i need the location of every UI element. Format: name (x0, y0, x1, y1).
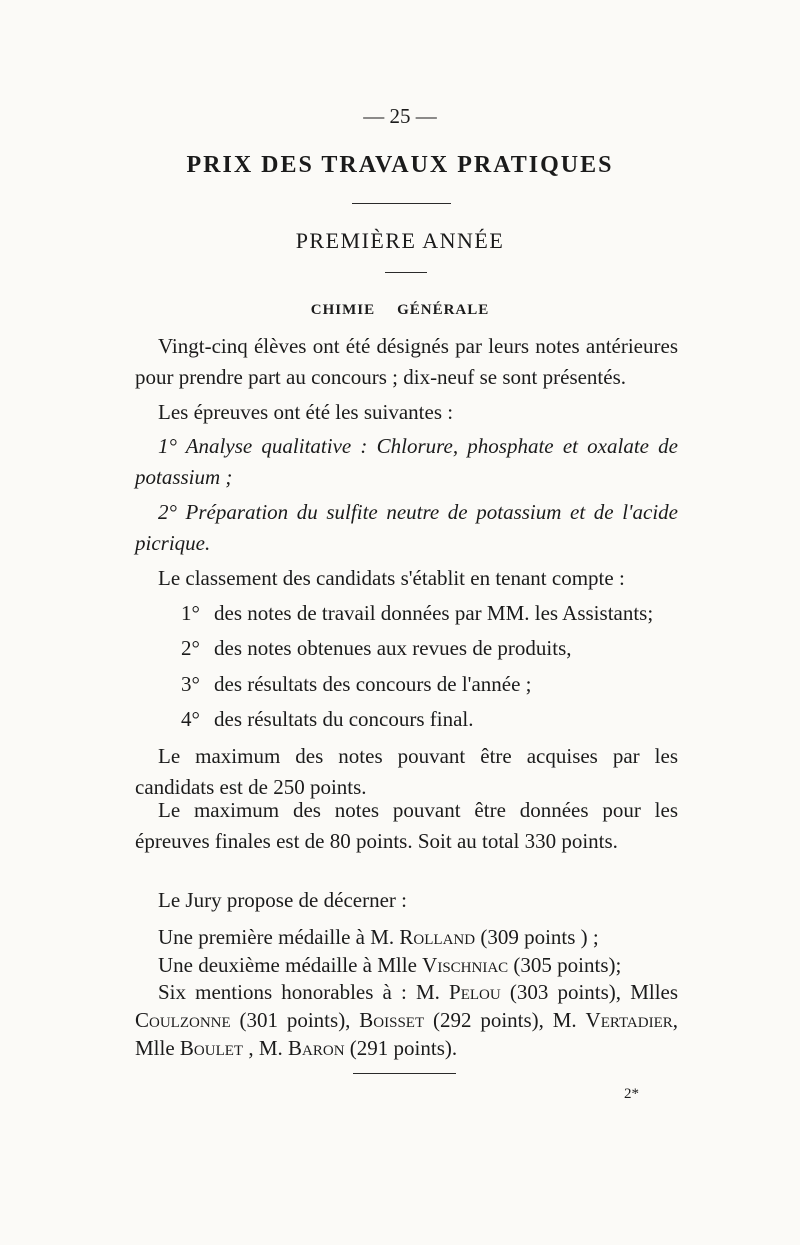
page-number: — 25 — (363, 104, 437, 128)
subtitle-rule (385, 272, 427, 273)
award-1-points: (309 points ) ; (480, 925, 599, 949)
mention-1-points: (303 points), (509, 980, 622, 1004)
epreuves-intro: Les épreuves ont été les suivantes : (158, 400, 454, 424)
jury-paragraph: Le Jury propose de décerner : (158, 888, 407, 912)
criterion-2-number: 2° (181, 636, 200, 660)
epreuve-2-text: Préparation du sulfite neutre de potassium et de l'acide picrique. (135, 500, 679, 555)
intro-paragraph: Vingt-cinq élèves ont été désignés par leurs notes antérieures pour prendre part au concours ; dix-neuf se sont présentés. (135, 334, 678, 389)
award-2-prefix: Une deuxième médaille à Mlle (158, 953, 417, 977)
mention-4-prefix: M. (552, 1008, 577, 1032)
mention-5-name: Boulet (179, 1036, 244, 1060)
signature-mark: 2* (624, 1086, 639, 1102)
classement-intro: Le classement des candidats s'établit en tenant compte : (158, 566, 625, 590)
criterion-1 (135, 598, 678, 629)
criterion-3-number: 3° (181, 672, 200, 696)
criterion-2 (135, 633, 678, 664)
criterion-4 (135, 704, 678, 735)
section-heading-word-2: GÉNÉRALE (397, 302, 490, 318)
mention-2-prefix: Mlles (630, 980, 679, 1004)
award-1 (135, 922, 678, 953)
criterion-4-number: 4° (181, 707, 200, 731)
mentions-paragraph (135, 978, 678, 1062)
mention-2-points: (301 points), (239, 1008, 351, 1032)
mention-6-prefix: , M. (248, 1036, 283, 1060)
mention-6-name: Baron (288, 1036, 345, 1060)
maximum-paragraph-2: Le maximum des notes pouvant être données pour les épreuves finales est de 80 points. Soit au total 330 points. (135, 798, 678, 853)
mentions-prefix: Six mentions honorables à : M. (158, 980, 440, 1004)
epreuve-1-text: Analyse qualitative : Chlorure, phosphate et oxalate de potassium ; (135, 434, 679, 489)
year-heading: PREMIÈRE ANNÉE (295, 228, 505, 253)
award-2 (135, 950, 678, 981)
award-1-name: Rolland (399, 925, 476, 949)
mention-4-name: Vertadier, (585, 1008, 679, 1032)
mention-1-name: Pelou (449, 980, 501, 1004)
mention-3-name: Boisset (359, 1008, 425, 1032)
section-heading (0, 302, 800, 319)
page-title: PRIX DES TRAVAUX PRATIQUES (186, 152, 614, 178)
criterion-3-text: des résultats des concours de l'année ; (214, 672, 532, 696)
award-1-prefix: Une première médaille à M. (158, 925, 395, 949)
award-2-points: (305 points); (513, 953, 622, 977)
epreuve-1 (135, 431, 678, 493)
criterion-4-text: des résultats du concours final. (214, 707, 474, 731)
award-2-name: Vischniac (422, 953, 509, 977)
closing-rule (353, 1073, 456, 1074)
mention-6-points: (291 points). (349, 1036, 458, 1060)
criterion-3 (135, 669, 678, 700)
criterion-1-text: des notes de travail données par MM. les Assistants; (214, 601, 654, 625)
criterion-1-number: 1° (181, 601, 200, 625)
title-rule (352, 203, 451, 204)
epreuve-1-number: 1° (158, 434, 177, 458)
epreuve-2-number: 2° (158, 500, 177, 524)
section-heading-word-1: CHIMIE (310, 302, 376, 318)
criterion-2-text: des notes obtenues aux revues de produits, (214, 636, 572, 660)
epreuve-2 (135, 497, 678, 559)
mention-5-prefix: Mlle (135, 1036, 175, 1060)
mention-2-name: Coulzonne (135, 1008, 231, 1032)
maximum-paragraph-1: Le maximum des notes pouvant être acquises par les candidats est de 250 points. (135, 744, 678, 799)
mention-3-points: (292 points), (432, 1008, 544, 1032)
